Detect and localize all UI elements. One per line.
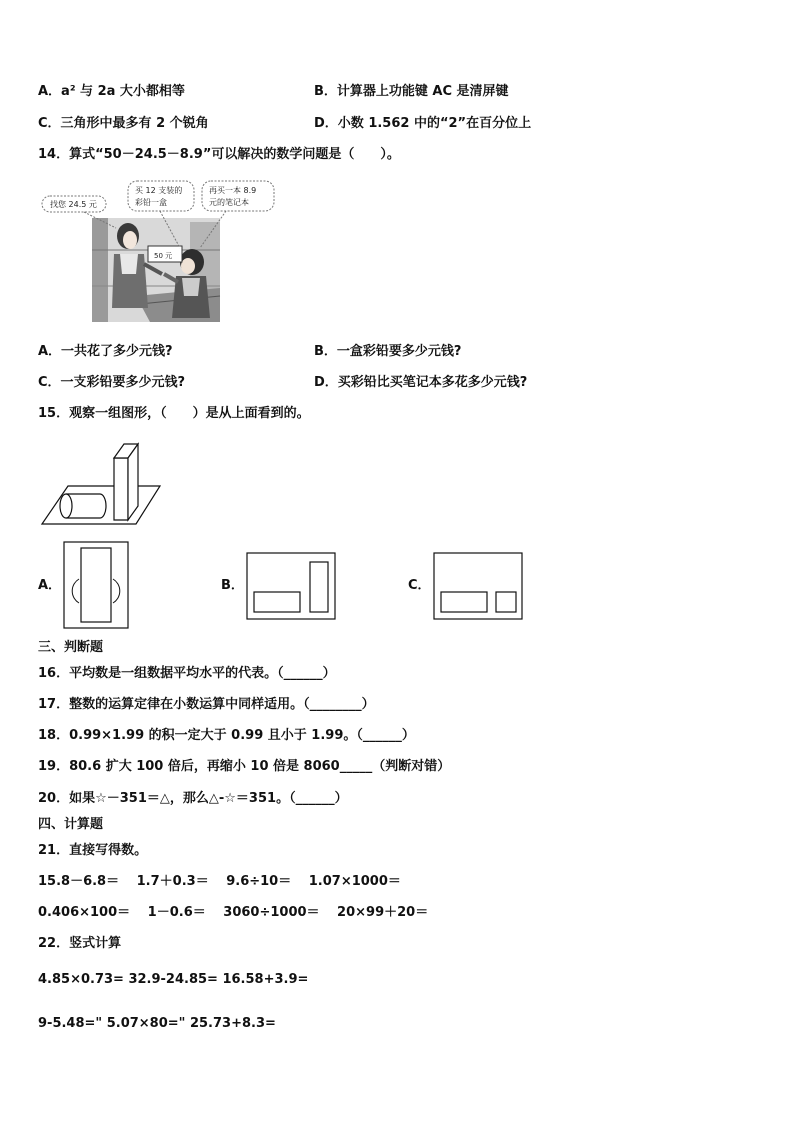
q22-stem: 22．竖式计算 [38,936,122,951]
q15-stem: 15．观察一组图形，（ ）是从上面看到的。 [38,406,310,421]
q14-stem: 14．算式“50－24.5－8.9”可以解决的数学问题是（ ）。 [38,147,400,162]
q22-row-1: 4.85×0.73= 32.9-24.85= 16.58+3.9= [38,972,309,987]
q21-stem: 21．直接写得数。 [38,843,148,858]
bubble-notebook-text-1: 再买一本 8.9 [209,186,257,195]
q15-view-b [246,552,336,620]
q13-option-a: A．a² 与 2a 大小都相等 [38,84,185,99]
q15-label-c: C． [408,578,431,593]
q14-option-a: A．一共花了多少元钱? [38,344,173,359]
section-4-heading: 四、计算题 [38,817,104,832]
q15-label-a: A． [38,578,62,593]
q22-row-2: 9-5.48=" 5.07×80=" 25.73+8.3= [38,1016,276,1031]
q16: 16．平均数是一组数据平均水平的代表。（______） [38,666,336,681]
q13-option-b: B．计算器上功能键 AC 是清屏键 [314,84,509,99]
q15-view-a [63,541,129,629]
q15-label-b: B． [221,578,244,593]
q14-option-b: B．一盒彩铅要多少元钱? [314,344,462,359]
bubble-notebook-text-2: 元的笔记本 [209,198,249,207]
section-3-heading: 三、判断题 [38,640,104,655]
q15-view-c [433,552,523,620]
q14-option-c: C．一支彩铅要多少元钱? [38,375,186,390]
solid-figures-illustration [40,436,164,528]
q18: 18．0.99×1.99 的积一定大于 0.99 且小于 1.99。（______） [38,728,415,743]
q14-option-d: D．买彩铅比买笔记本多花多少元钱? [314,375,528,390]
q19: 19．80.6 扩大 100 倍后，再缩小 10 倍是 8060_____（判断对错） [38,759,451,774]
shopping-illustration [40,178,282,324]
q13-option-c: C．三角形中最多有 2 个锐角 [38,116,209,131]
bubble-pencils-text-2: 彩铅一盒 [135,198,167,207]
q20: 20．如果☆－351＝△，那么△-☆＝351。（______） [38,791,348,806]
q21-row-1: 15.8－6.8＝ 1.7＋0.3＝ 9.6÷10＝ 1.07×1000＝ [38,874,401,889]
banknote-text: 50 元 [154,252,173,260]
bubble-change-text: 找您 24.5 元 [50,200,97,209]
bubble-pencils-text-1: 买 12 支装的 [135,186,183,195]
q17: 17．整数的运算定律在小数运算中同样适用。（________） [38,697,375,712]
q13-option-d: D．小数 1.562 中的“2”在百分位上 [314,116,532,131]
q21-row-2: 0.406×100＝ 1－0.6＝ 3060÷1000＝ 20×99＋20＝ [38,905,429,920]
